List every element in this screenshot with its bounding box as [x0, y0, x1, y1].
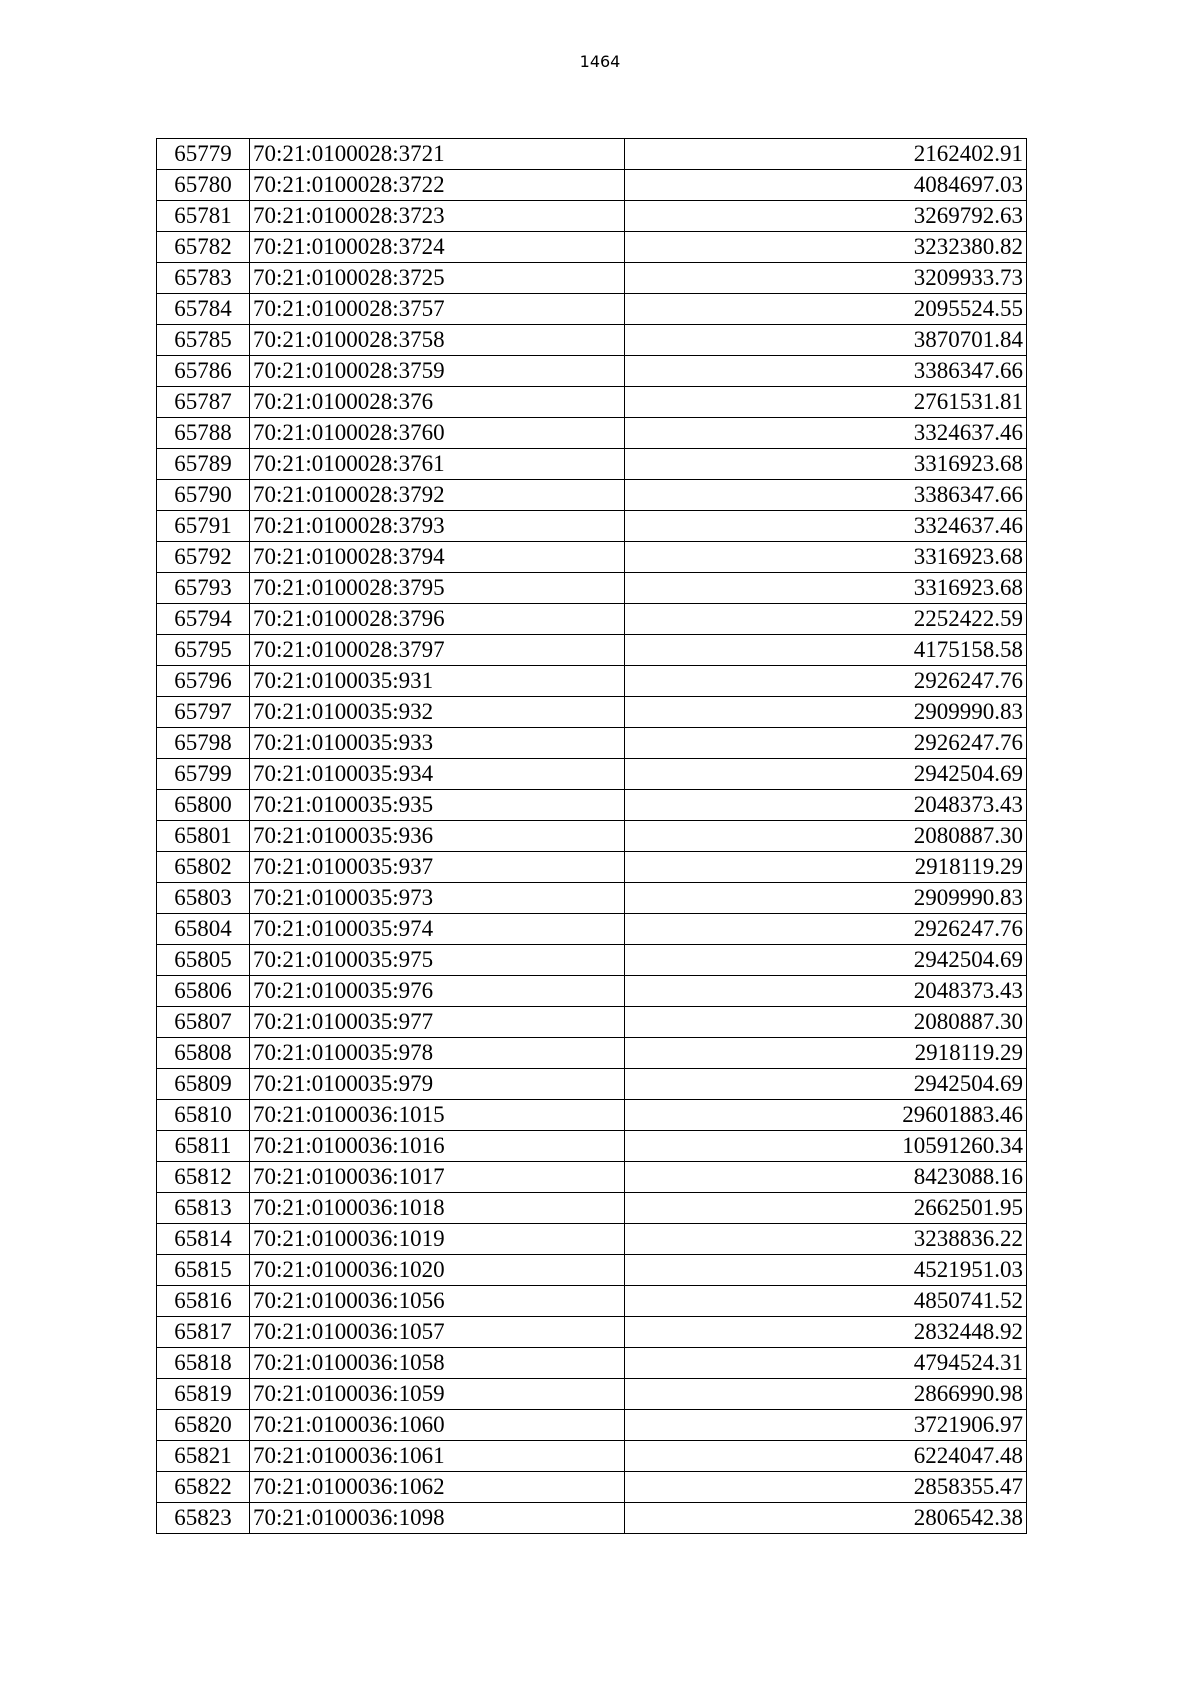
table-row [157, 511, 1027, 542]
table-row [157, 728, 1027, 759]
page-number: 1464 [579, 52, 621, 71]
row-number-cell: 65791 [157, 511, 250, 542]
value-cell: 8423088.16 [625, 1162, 1027, 1193]
cadastral-number-cell: 70:21:0100035:932 [250, 697, 625, 728]
cadastral-number-cell: 70:21:0100028:3723 [250, 201, 625, 232]
row-number-cell: 65782 [157, 232, 250, 263]
row-number-cell: 65790 [157, 480, 250, 511]
row-number-cell: 65795 [157, 635, 250, 666]
table-row [157, 480, 1027, 511]
row-number-cell: 65818 [157, 1348, 250, 1379]
value-cell: 2926247.76 [625, 666, 1027, 697]
table-row [157, 232, 1027, 263]
table-row [157, 945, 1027, 976]
value-cell: 2918119.29 [625, 1038, 1027, 1069]
cadastral-number-cell: 70:21:0100035:934 [250, 759, 625, 790]
table-row [157, 387, 1027, 418]
value-cell: 2252422.59 [625, 604, 1027, 635]
cadastral-number-cell: 70:21:0100028:3761 [250, 449, 625, 480]
table-row [157, 201, 1027, 232]
row-number-cell: 65796 [157, 666, 250, 697]
table-body [157, 139, 1027, 1534]
cadastral-number-cell: 70:21:0100028:3797 [250, 635, 625, 666]
table-row [157, 1100, 1027, 1131]
table-row [157, 1193, 1027, 1224]
table-row [157, 852, 1027, 883]
table-row [157, 418, 1027, 449]
value-cell: 2942504.69 [625, 759, 1027, 790]
table-row [157, 666, 1027, 697]
row-number-cell: 65807 [157, 1007, 250, 1038]
table-row [157, 1410, 1027, 1441]
cadastral-number-cell: 70:21:0100028:3759 [250, 356, 625, 387]
row-number-cell: 65813 [157, 1193, 250, 1224]
cadastral-number-cell: 70:21:0100035:935 [250, 790, 625, 821]
row-number-cell: 65812 [157, 1162, 250, 1193]
table-row [157, 1472, 1027, 1503]
table-row [157, 883, 1027, 914]
row-number-cell: 65815 [157, 1255, 250, 1286]
table-row [157, 263, 1027, 294]
value-cell: 29601883.46 [625, 1100, 1027, 1131]
table-row [157, 821, 1027, 852]
cadastral-number-cell: 70:21:0100036:1098 [250, 1503, 625, 1534]
cadastral-number-cell: 70:21:0100036:1059 [250, 1379, 625, 1410]
value-cell: 2662501.95 [625, 1193, 1027, 1224]
row-number-cell: 65780 [157, 170, 250, 201]
table-row [157, 1224, 1027, 1255]
row-number-cell: 65821 [157, 1441, 250, 1472]
cadastral-number-cell: 70:21:0100036:1061 [250, 1441, 625, 1472]
cadastral-number-cell: 70:21:0100028:3793 [250, 511, 625, 542]
value-cell: 6224047.48 [625, 1441, 1027, 1472]
table-row [157, 1131, 1027, 1162]
row-number-cell: 65802 [157, 852, 250, 883]
value-cell: 2942504.69 [625, 1069, 1027, 1100]
cadastral-number-cell: 70:21:0100036:1018 [250, 1193, 625, 1224]
table-row [157, 1348, 1027, 1379]
row-number-cell: 65785 [157, 325, 250, 356]
value-cell: 10591260.34 [625, 1131, 1027, 1162]
table-row [157, 139, 1027, 170]
cadastral-number-cell: 70:21:0100036:1016 [250, 1131, 625, 1162]
cadastral-number-cell: 70:21:0100028:3725 [250, 263, 625, 294]
row-number-cell: 65804 [157, 914, 250, 945]
table-row [157, 1441, 1027, 1472]
table-row [157, 604, 1027, 635]
value-cell: 2080887.30 [625, 1007, 1027, 1038]
cadastral-number-cell: 70:21:0100036:1060 [250, 1410, 625, 1441]
cadastral-number-cell: 70:21:0100028:3757 [250, 294, 625, 325]
value-cell: 3870701.84 [625, 325, 1027, 356]
row-number-cell: 65793 [157, 573, 250, 604]
row-number-cell: 65810 [157, 1100, 250, 1131]
table-row [157, 449, 1027, 480]
row-number-cell: 65783 [157, 263, 250, 294]
row-number-cell: 65792 [157, 542, 250, 573]
row-number-cell: 65823 [157, 1503, 250, 1534]
value-cell: 3324637.46 [625, 511, 1027, 542]
row-number-cell: 65797 [157, 697, 250, 728]
value-cell: 2048373.43 [625, 976, 1027, 1007]
cadastral-number-cell: 70:21:0100035:975 [250, 945, 625, 976]
row-number-cell: 65808 [157, 1038, 250, 1069]
cadastral-number-cell: 70:21:0100036:1056 [250, 1286, 625, 1317]
table-row [157, 1162, 1027, 1193]
cadastral-number-cell: 70:21:0100036:1015 [250, 1100, 625, 1131]
value-cell: 3316923.68 [625, 449, 1027, 480]
table-row [157, 1255, 1027, 1286]
row-number-cell: 65799 [157, 759, 250, 790]
value-cell: 2080887.30 [625, 821, 1027, 852]
cadastral-number-cell: 70:21:0100028:376 [250, 387, 625, 418]
table-row [157, 976, 1027, 1007]
table-row [157, 1038, 1027, 1069]
row-number-cell: 65787 [157, 387, 250, 418]
cadastral-number-cell: 70:21:0100028:3792 [250, 480, 625, 511]
cadastral-number-cell: 70:21:0100028:3722 [250, 170, 625, 201]
table-row [157, 170, 1027, 201]
table-row [157, 697, 1027, 728]
row-number-cell: 65788 [157, 418, 250, 449]
cadastral-number-cell: 70:21:0100028:3758 [250, 325, 625, 356]
row-number-cell: 65784 [157, 294, 250, 325]
cadastral-number-cell: 70:21:0100036:1019 [250, 1224, 625, 1255]
row-number-cell: 65794 [157, 604, 250, 635]
value-cell: 3721906.97 [625, 1410, 1027, 1441]
table-row [157, 573, 1027, 604]
table-row [157, 914, 1027, 945]
table-row [157, 790, 1027, 821]
value-cell: 2832448.92 [625, 1317, 1027, 1348]
cadastral-number-cell: 70:21:0100035:977 [250, 1007, 625, 1038]
cadastral-number-cell: 70:21:0100036:1062 [250, 1472, 625, 1503]
value-cell: 2806542.38 [625, 1503, 1027, 1534]
table-row [157, 759, 1027, 790]
row-number-cell: 65798 [157, 728, 250, 759]
value-cell: 2866990.98 [625, 1379, 1027, 1410]
row-number-cell: 65803 [157, 883, 250, 914]
table-row [157, 1317, 1027, 1348]
table-row [157, 1286, 1027, 1317]
row-number-cell: 65805 [157, 945, 250, 976]
cadastral-value-table [156, 138, 1027, 1534]
cadastral-number-cell: 70:21:0100035:931 [250, 666, 625, 697]
value-cell: 2909990.83 [625, 883, 1027, 914]
value-cell: 4084697.03 [625, 170, 1027, 201]
value-cell: 2926247.76 [625, 728, 1027, 759]
cadastral-number-cell: 70:21:0100035:976 [250, 976, 625, 1007]
cadastral-number-cell: 70:21:0100036:1057 [250, 1317, 625, 1348]
table-row [157, 325, 1027, 356]
row-number-cell: 65816 [157, 1286, 250, 1317]
row-number-cell: 65806 [157, 976, 250, 1007]
row-number-cell: 65789 [157, 449, 250, 480]
cadastral-number-cell: 70:21:0100035:936 [250, 821, 625, 852]
row-number-cell: 65786 [157, 356, 250, 387]
value-cell: 2926247.76 [625, 914, 1027, 945]
value-cell: 3316923.68 [625, 542, 1027, 573]
row-number-cell: 65781 [157, 201, 250, 232]
value-cell: 2942504.69 [625, 945, 1027, 976]
value-cell: 2095524.55 [625, 294, 1027, 325]
cadastral-number-cell: 70:21:0100028:3795 [250, 573, 625, 604]
value-cell: 4850741.52 [625, 1286, 1027, 1317]
cadastral-number-cell: 70:21:0100035:978 [250, 1038, 625, 1069]
value-cell: 2909990.83 [625, 697, 1027, 728]
cadastral-number-cell: 70:21:0100035:979 [250, 1069, 625, 1100]
table-row [157, 356, 1027, 387]
row-number-cell: 65779 [157, 139, 250, 170]
cadastral-number-cell: 70:21:0100036:1017 [250, 1162, 625, 1193]
cadastral-number-cell: 70:21:0100036:1058 [250, 1348, 625, 1379]
cadastral-number-cell: 70:21:0100036:1020 [250, 1255, 625, 1286]
value-cell: 3316923.68 [625, 573, 1027, 604]
cadastral-number-cell: 70:21:0100035:933 [250, 728, 625, 759]
row-number-cell: 65822 [157, 1472, 250, 1503]
value-cell: 3209933.73 [625, 263, 1027, 294]
row-number-cell: 65820 [157, 1410, 250, 1441]
cadastral-number-cell: 70:21:0100028:3724 [250, 232, 625, 263]
value-cell: 3269792.63 [625, 201, 1027, 232]
value-cell: 3238836.22 [625, 1224, 1027, 1255]
row-number-cell: 65819 [157, 1379, 250, 1410]
value-cell: 4175158.58 [625, 635, 1027, 666]
cadastral-number-cell: 70:21:0100035:974 [250, 914, 625, 945]
value-cell: 3386347.66 [625, 356, 1027, 387]
table-row [157, 1007, 1027, 1038]
cadastral-number-cell: 70:21:0100028:3721 [250, 139, 625, 170]
table-row [157, 1069, 1027, 1100]
value-cell: 3232380.82 [625, 232, 1027, 263]
row-number-cell: 65809 [157, 1069, 250, 1100]
table-row [157, 294, 1027, 325]
cadastral-number-cell: 70:21:0100028:3794 [250, 542, 625, 573]
row-number-cell: 65800 [157, 790, 250, 821]
value-cell: 2858355.47 [625, 1472, 1027, 1503]
value-cell: 4521951.03 [625, 1255, 1027, 1286]
row-number-cell: 65801 [157, 821, 250, 852]
table-row [157, 1379, 1027, 1410]
row-number-cell: 65814 [157, 1224, 250, 1255]
value-cell: 3324637.46 [625, 418, 1027, 449]
cadastral-number-cell: 70:21:0100028:3760 [250, 418, 625, 449]
cadastral-number-cell: 70:21:0100028:3796 [250, 604, 625, 635]
cadastral-number-cell: 70:21:0100035:973 [250, 883, 625, 914]
row-number-cell: 65817 [157, 1317, 250, 1348]
value-cell: 2761531.81 [625, 387, 1027, 418]
cadastral-number-cell: 70:21:0100035:937 [250, 852, 625, 883]
row-number-cell: 65811 [157, 1131, 250, 1162]
value-cell: 2048373.43 [625, 790, 1027, 821]
value-cell: 2162402.91 [625, 139, 1027, 170]
value-cell: 4794524.31 [625, 1348, 1027, 1379]
table-row [157, 635, 1027, 666]
table-row [157, 1503, 1027, 1534]
table-row [157, 542, 1027, 573]
value-cell: 2918119.29 [625, 852, 1027, 883]
value-cell: 3386347.66 [625, 480, 1027, 511]
